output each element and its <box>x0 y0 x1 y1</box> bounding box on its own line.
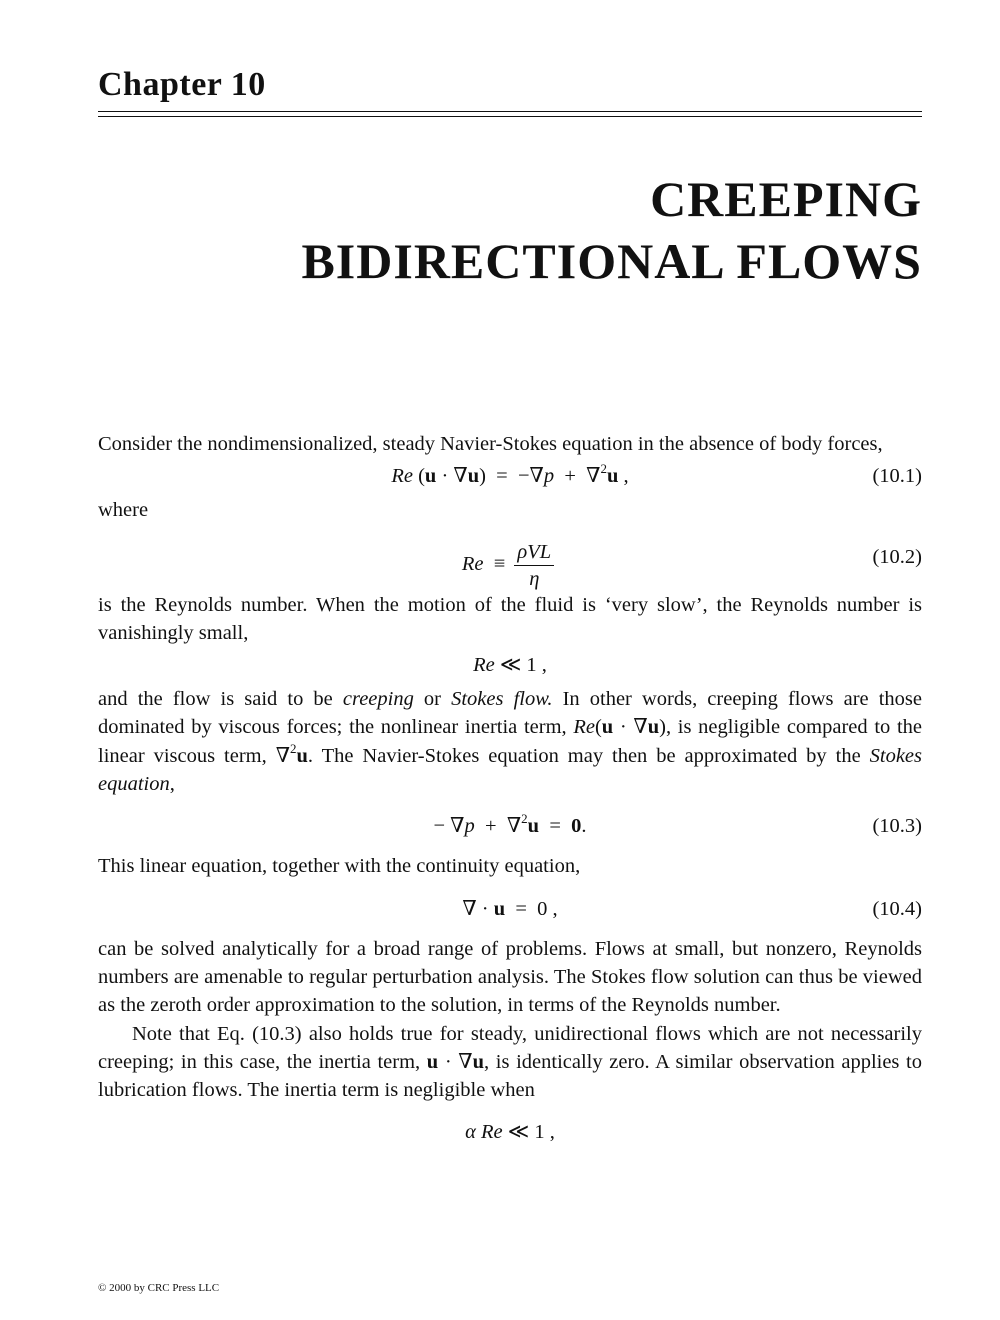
chapter-title <box>301 168 922 292</box>
header-rule-bottom <box>98 116 922 117</box>
paragraph-creeping: and the flow is said to be creeping or Stokes flow. In other words, creeping flows are those dominated by viscous forces; the nonlinear inertia term, Re(u · ∇u), is negligible compared to the linear viscous term, ∇$^2$u. The Navier-Stokes equation may then be approximated by the Stokes equation, <box>98 688 923 796</box>
paragraph-reynolds: is the Reynolds number. When the motion of the fluid is ‘very slow’, the Reynolds number is vanishingly small, <box>98 593 922 644</box>
paragraph-note: Note that Eq. (10.3) also holds true for steady, unidirectional flows which are not necessarily creeping; in this case, the inertia term, u · ∇u, is identically zero. A similar observation applies to lubrication flows. The inertia term is negligible when <box>98 1022 922 1102</box>
equation-expression: − ∇p + ∇$^2$u = 0. <box>433 811 587 838</box>
paragraph-solved: can be solved analytically for a broad range of problems. Flows at small, but nonzero, Reynolds numbers are amenable to regular perturbation analysis. The Stokes flow solution can thus be viewed as the zeroth order approximation to the solution, in terms of the Reynolds number. <box>98 937 922 1017</box>
equation-alpha-re <box>98 1118 922 1146</box>
equation-expression: Re ≪ 1 , <box>473 654 547 677</box>
title-line-1: CREEPING <box>650 171 922 227</box>
equation-10-1 <box>98 462 922 490</box>
title-line-2: BIDIRECTIONAL FLOWS <box>301 233 922 289</box>
equation-expression: Re ≡ $\frac{\text{ρVL}}{\eta}$ <box>98 539 922 592</box>
equation-number: (10.1) <box>872 465 922 488</box>
equation-re-small <box>98 651 922 679</box>
equation-number: (10.3) <box>872 815 922 838</box>
equation-expression: Re (u · ∇u) = −∇p + ∇$^2$u , <box>391 461 629 488</box>
equation-expression: α Re ≪ 1 , <box>465 1121 555 1144</box>
header-rule-top <box>98 111 922 112</box>
equation-expression: ∇ · u = 0 , <box>462 897 558 920</box>
fraction: $\frac{\text{ρVL}}{\eta}$ <box>514 539 554 592</box>
equation-10-3 <box>98 812 922 840</box>
body-text <box>98 430 922 1152</box>
equation-10-2 <box>98 529 922 590</box>
paragraph-intro: Consider the nondimensionalized, steady Navier-Stokes equation in the absence of body forces, <box>98 433 883 455</box>
chapter-heading: Chapter 10 <box>98 66 266 103</box>
equation-10-4 <box>98 895 922 923</box>
paragraph-where: where <box>98 499 149 522</box>
equation-number: (10.2) <box>872 545 922 568</box>
copyright-footer: © 2000 by CRC Press LLC <box>98 1282 220 1294</box>
paragraph-continuity: This linear equation, together with the continuity equation, <box>98 855 581 878</box>
equation-number: (10.4) <box>872 897 922 920</box>
